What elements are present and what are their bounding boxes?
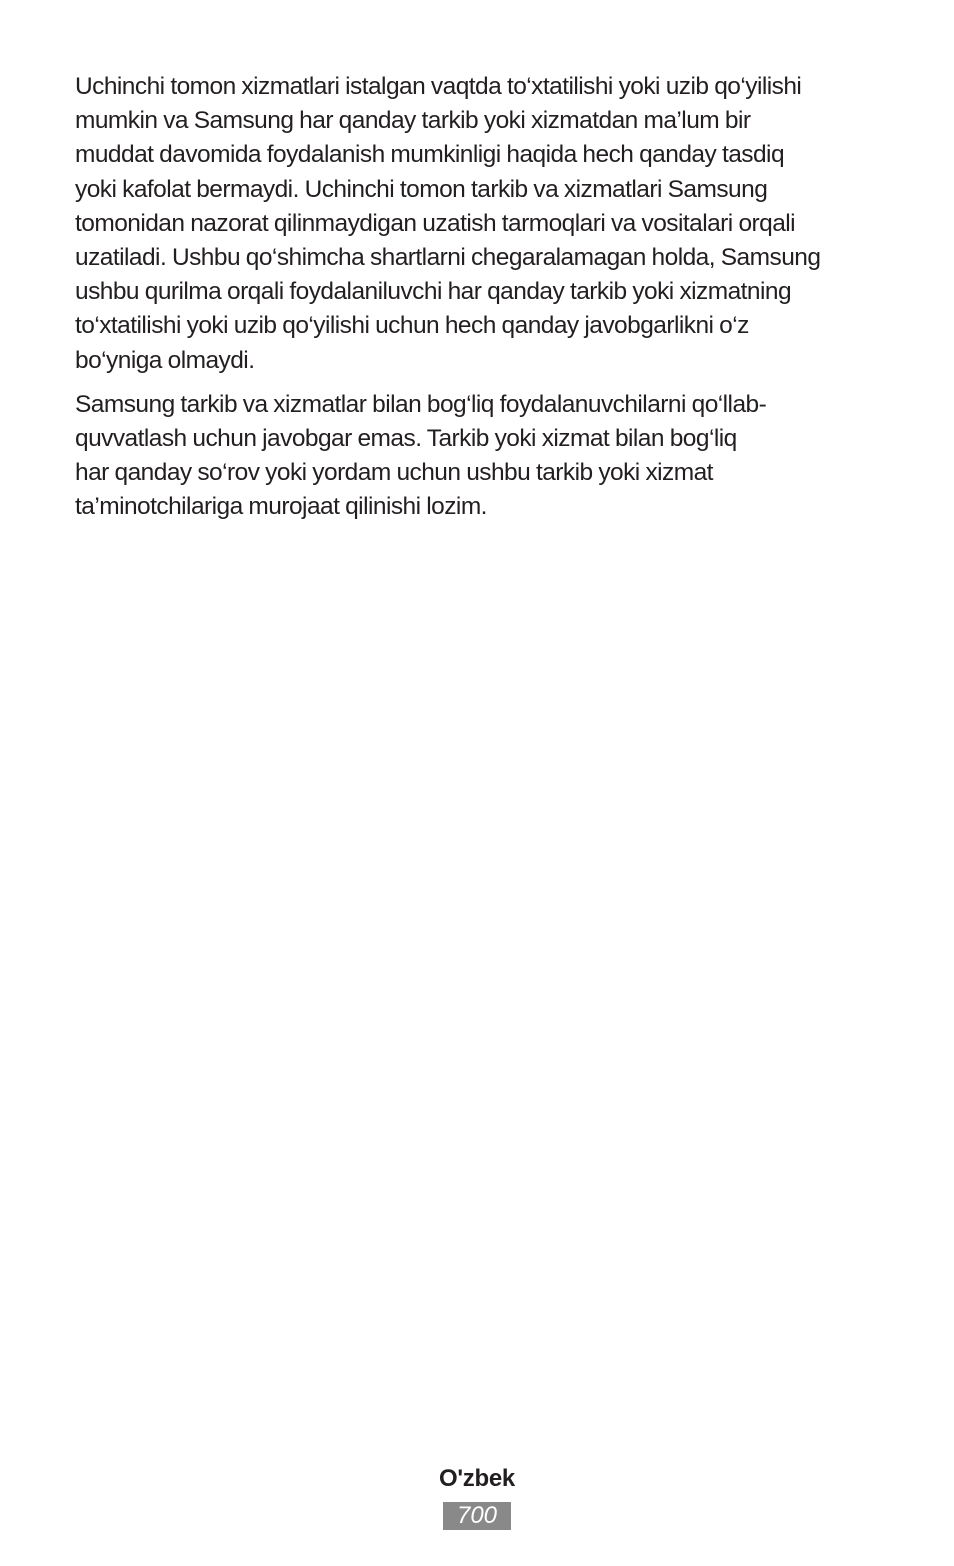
- text-line: to‘xtatilishi yoki uzib qo‘yilishi uchun hech qanday javobgarlikni o‘z: [75, 312, 749, 340]
- page-number-badge: 700: [443, 1502, 511, 1530]
- paragraph-third-party-services: [75, 70, 885, 378]
- text-line: Uchinchi tomon xizmatlari istalgan vaqtda to‘xtatilishi yoki uzib qo‘yilishi: [75, 73, 802, 100]
- page-footer: [0, 1464, 954, 1530]
- text-line: muddat davomida foydalanish mumkinligi haqida hech qanday tasdiq: [75, 141, 785, 169]
- text-line: tomonidan nazorat qilinmaydigan uzatish tarmoqlari va vositalari orqali: [75, 209, 796, 237]
- text-line: mumkin va Samsung har qanday tarkib yoki xizmatdan ma’lum bir: [75, 107, 751, 135]
- text-line: ushbu qurilma orqali foydalaniluvchi har qanday tarkib yoki xizmatning: [75, 278, 792, 306]
- text-line: yoki kafolat bermaydi. Uchinchi tomon tarkib va xizmatlari Samsung: [75, 175, 768, 203]
- text-line: uzatiladi. Ushbu qo‘shimcha shartlarni chegaralamagan holda, Samsung: [75, 244, 821, 272]
- text-line: ta’minotchilariga murojaat qilinishi lozim.: [75, 493, 487, 521]
- text-line: Samsung tarkib va xizmatlar bilan bog‘liq foydalanuvchilarni qo‘llab-: [75, 390, 767, 418]
- footer-language-label: O'zbek: [439, 1465, 515, 1492]
- text-line: quvvatlash uchun javobgar emas. Tarkib yoki xizmat bilan bog‘liq: [75, 425, 737, 453]
- paragraph-customer-support: [75, 388, 885, 525]
- text-line: har qanday so‘rov yoki yordam uchun ushbu tarkib yoki xizmat: [75, 459, 713, 487]
- document-body: [75, 70, 885, 525]
- text-line: bo‘yniga olmaydi.: [75, 346, 255, 374]
